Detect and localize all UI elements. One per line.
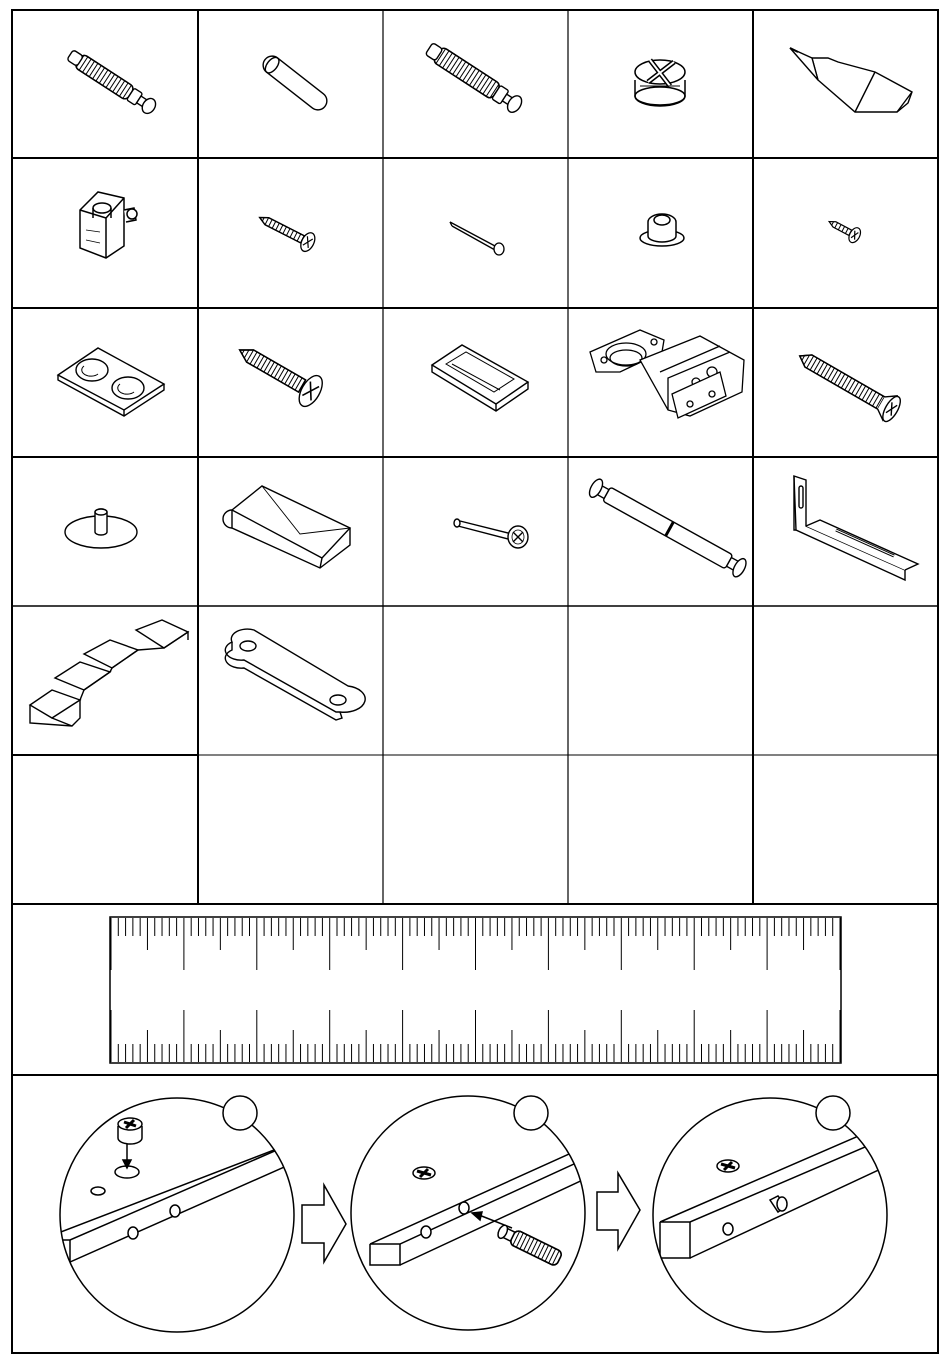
connecting-bolt-icon [587,477,749,579]
handle-knob-icon [223,486,350,568]
step-insert-cam-nut [40,1096,300,1332]
measuring-ruler [110,917,841,1063]
wooden-dowel-icon [260,53,331,114]
cam-bolt-icon [454,519,528,548]
concealed-hinge-icon [590,330,744,418]
cam-lock-nut-icon [635,60,685,106]
step-insert-dowel-bolt [351,1096,600,1330]
glue-tube-icon [790,48,912,112]
connector-plate-icon [225,629,365,720]
shelf-support-cap-icon [640,214,684,246]
step-arrow-icon [597,1173,640,1249]
step-arrow-icon [302,1185,346,1262]
small-screw-icon [825,214,863,244]
wood-screw-icon [255,209,318,254]
angle-bracket-icon [794,476,918,580]
long-screw-icon [793,344,904,424]
shelf-pin-disc-icon [65,509,137,548]
large-wood-screw-icon [231,335,327,410]
drawer-slide-plate-icon [432,345,528,411]
ribbed-dowel-bolt-long-icon [424,41,524,115]
plastic-shims-icon [30,620,188,726]
nail-icon [450,222,504,255]
ribbed-dowel-bolt-icon [66,48,159,116]
corner-block-connector-icon [80,192,137,258]
step-bolt-installed [653,1096,900,1332]
adhesive-bumper-pads-icon [58,348,164,416]
